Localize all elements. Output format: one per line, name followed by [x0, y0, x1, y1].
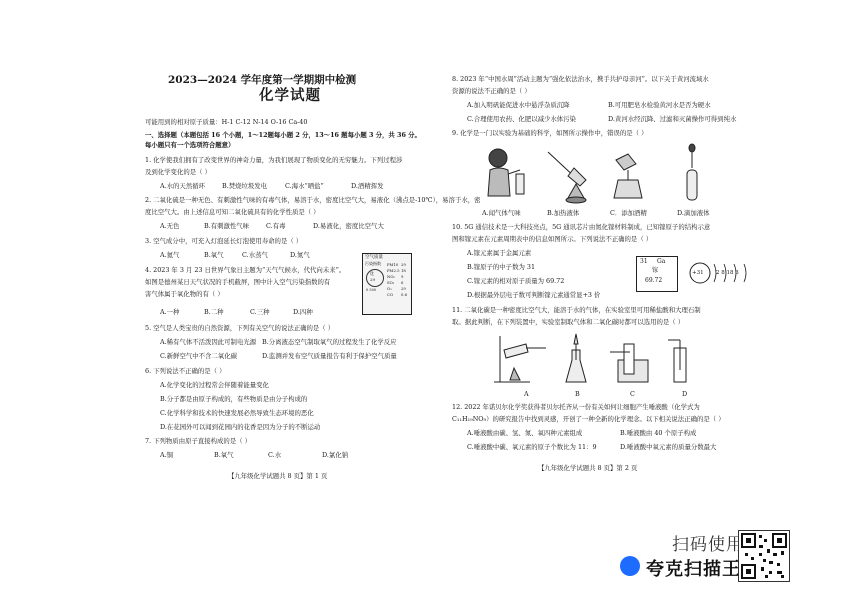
q8-stem-2: 资源的说法不正确的是（ ） — [452, 87, 531, 95]
aq-val-1: 18 — [401, 268, 406, 273]
q10-option-a: A.镓元素属于金属元素 — [467, 249, 532, 257]
q1-stem: 1. 化学使我们拥有了改变世界的神奇力量，为我们展现了物质变化的无穷魅力。下列过程涉 — [145, 156, 403, 164]
q2-option-a: A.无色 — [160, 222, 180, 230]
gallium-name: 镓 — [652, 267, 659, 274]
gallium-element-box — [636, 256, 678, 292]
q2-stem-2: 度比空气大。由上述信息可知二氧化硫具有的化学性质是（ ） — [145, 208, 320, 216]
q5-stem: 5. 空气是人类宝贵的自然资源，下列有关空气的说法正确的是（ ） — [145, 324, 335, 332]
q5-option-c: C.新鲜空气中不含二氧化碳 — [160, 352, 237, 360]
q11-apparatus — [490, 330, 730, 386]
q4-option-b: B.二种 — [204, 308, 224, 316]
q7-option-a: A.铜 — [160, 451, 174, 459]
apparatus-a — [494, 336, 546, 382]
q9-option-b: B.加热液体 — [547, 209, 580, 217]
q8-option-d: D.黄河水经沉降、过滤和灭菌操作可得到纯水 — [608, 115, 737, 123]
q3-stem: 3. 空气成分中，可充入灯泡延长灯泡使用寿命的是（ ） — [145, 237, 303, 245]
q10-stem: 10. 5G 通信技术是一大科技亮点，5G 通讯芯片由氮化镓材料制成，已知镓原子的结构示意 — [452, 223, 711, 231]
air-quality-title: 空气质量 — [365, 255, 383, 260]
scan-to-use-label: 扫码使用 — [672, 535, 744, 555]
q11-label-b: B — [575, 390, 580, 398]
exam-title: 2023—2024 学年度第一学期期中检测 — [168, 74, 357, 86]
q11-label-a: A — [524, 390, 529, 398]
q12-option-d: D.唾液酸中氧元素的质量分数最大 — [620, 443, 717, 451]
air-quality-figure — [362, 253, 412, 315]
q9-option-a: A.闻气体气味 — [482, 209, 521, 217]
aq-val-5: 0.6 — [401, 292, 408, 297]
q11-stem: 11. 二氧化碳是一种密度比空气大，能溶于水的气体，在实验室里可用稀盐酸和大理石制 — [452, 306, 701, 314]
aq-val-4: 29 — [401, 286, 406, 291]
aq-row-5: CO — [387, 292, 394, 297]
air-quality-index: 29 — [370, 277, 376, 282]
q1-option-d: D.酒精挥发 — [351, 182, 384, 190]
q9-figure-d-dropper — [687, 144, 697, 200]
q10-option-c: C.镓元素的相对原子质量为 69.72 — [467, 277, 565, 285]
gallium-symbol: Ga — [657, 258, 666, 265]
q12-option-c: C.唾液酸中碳、氧元素的原子个数比为 11：9 — [467, 443, 597, 451]
atomic-mass-line: 可能用到的相对原子质量：H-1 C-12 N-14 O-16 Ca-40 — [145, 118, 308, 126]
scanner-brand: 夸克扫描王 — [646, 559, 741, 580]
q3-option-c: C.水蒸气 — [242, 251, 268, 259]
q9-option-c: C．添加酒精 — [610, 209, 647, 217]
quark-logo-icon — [620, 556, 640, 576]
aq-row-2: NO₂ — [387, 274, 395, 279]
q1-stem-2: 及到化学变化的是（ ） — [145, 168, 211, 176]
q3-option-d: D.氮气 — [290, 251, 310, 259]
q6-option-c: C.化学科学和技术的快速发展必然导致生态环境的恶化 — [160, 409, 314, 417]
air-quality-level: 优 — [370, 271, 374, 276]
q7-stem: 7. 下列物质由原子直接构成的是（ ） — [145, 437, 252, 445]
q12-option-b: B.唾液酸由 40 个原子构成 — [620, 429, 697, 437]
q10-option-d: D.根据最外层电子数可判断镓元素通常显+3 价 — [467, 291, 601, 299]
q10-stem-2: 图和镓元素在元素周期表中的信息如图所示。下列说法不正确的是（ ） — [452, 235, 653, 243]
q8-stem: 8. 2023 年“中国水周”活动主题为“强化依法治水，携手共护母亲河”。以下关于黄河流域水 — [452, 75, 709, 83]
q7-option-d: D.氯化钠 — [322, 451, 349, 459]
q8-option-b: B.可用肥皂水检验黄河水是否为硬水 — [608, 101, 711, 109]
q4-option-d: D.四种 — [293, 308, 313, 316]
q6-option-b: B.分子都是由原子构成的，有些物质是由分子构成的 — [160, 395, 308, 403]
q1-option-a: A.水的天然循环 — [160, 182, 205, 190]
q9-figures — [468, 140, 748, 206]
gallium-mass: 69.72 — [645, 277, 663, 284]
q7-option-b: B.氧气 — [214, 451, 234, 459]
aq-row-1: PM2.5 — [387, 268, 400, 273]
q1-option-c: C.海水“晒盐” — [285, 182, 324, 190]
q4-stem-3: 害气体属于氧化物的有（ ） — [145, 290, 224, 298]
qr-code-icon[interactable] — [738, 530, 790, 582]
q5-option-b: B.分离液态空气制取氧气的过程发生了化学反应 — [262, 338, 397, 346]
page-footer-left: 【九年级化学试题共 8 页】第 1 页 — [228, 472, 328, 480]
q2-stem: 2. 二氧化硫是一种无色、有刺激性气味的有毒气体，易溶于水，密度比空气大，易液化（沸点是-10℃），易溶于水，密 — [145, 196, 481, 204]
q3-option-a: A.氦气 — [160, 251, 180, 259]
q9-stem: 9. 化学是一门以实验为基础的科学，如图所示操作中，错误的是（ ） — [452, 129, 648, 137]
q9-figure-b-heating — [548, 152, 586, 203]
gallium-shells: 2 8 18 3 — [716, 270, 739, 276]
q4-stem-2: 如图是德州某日天气状况的手机截屏，图中计入空气污染指数的有 — [145, 278, 331, 286]
q4-stem: 4. 2023 年 3 月 23 日世界气象日主题为“天气气候水，代代向未来”。 — [145, 266, 346, 274]
q1-option-b: B.焚烧垃圾发电 — [222, 182, 268, 190]
exam-subtitle: 化学试题 — [259, 87, 321, 104]
q12-option-a: A.唾液酸由碳、氢、氮、氧四种元素组成 — [467, 429, 583, 437]
aq-row-4: O₃ — [387, 286, 392, 291]
apparatus-d — [668, 340, 686, 382]
q2-option-c: C.有毒 — [266, 222, 286, 230]
aq-val-2: 9 — [401, 274, 404, 279]
q2-option-b: B.有刺激性气味 — [204, 222, 250, 230]
q5-option-d: D.监测并发布空气质量报告有利于保护空气质量 — [262, 352, 397, 360]
aq-val-3: 6 — [401, 280, 404, 285]
q3-option-b: B.氧气 — [204, 251, 224, 259]
gallium-nucleus: +31 — [692, 270, 704, 276]
apparatus-c — [610, 344, 648, 382]
air-quality-scale: 0 500 — [366, 288, 377, 292]
page-footer-right: 【九年级化学试题共 8 页】第 2 页 — [538, 464, 638, 472]
air-quality-subtitle: 污染指数 — [365, 261, 381, 266]
q6-option-a: A.化学变化的过程常会伴随着能量变化 — [160, 381, 269, 389]
q8-option-a: A.加入明矾能促进水中悬浮杂质沉降 — [467, 101, 570, 109]
q2-option-d: D.易液化，密度比空气大 — [313, 222, 384, 230]
q4-option-a: A.一种 — [160, 308, 180, 316]
q11-label-d: D — [682, 390, 688, 398]
apparatus-b — [566, 334, 586, 382]
q12-stem: 12. 2022 年诺贝尔化学奖获得者贝尔托齐从一份有关如何让细胞产生唾液酸（化学式为 — [452, 403, 700, 411]
gallium-atomic-number: 31 — [640, 258, 648, 265]
q7-option-c: C.水 — [268, 451, 282, 459]
aq-row-3: SO₂ — [387, 280, 395, 285]
q9-figure-c-alcohol — [614, 154, 642, 198]
q9-option-d: D.滴加液体 — [677, 209, 710, 217]
section1-heading: 一、选择题（本题包括 16 个小题，1～12题每小题 2 分，13～16 题每小题 3 分，共 36 分。 — [145, 131, 421, 139]
q6-option-d: D.在花园外可以闻到花园内的花香是因为分子的不断运动 — [160, 423, 321, 431]
q8-option-c: C.合理使用农药、化肥以减少水体污染 — [467, 115, 576, 123]
aq-val-0: 29 — [401, 262, 406, 267]
q12-stem-2: C₁₁H₁₉NO₉）的研究报告中找到灵感，开创了一种全新的化学理念。以下相关说法正确的是（ ） — [452, 415, 725, 423]
q11-label-c: C — [630, 390, 635, 398]
aq-row-0: PM10 — [387, 262, 399, 267]
q11-stem-2: 取。据此判断，在下列装置中，实验室制取气体和二氧化碳时都可以选用的是（ ） — [452, 318, 685, 326]
q9-figure-a-person — [488, 149, 524, 196]
section1-note: 每小题只有一个选项符合题意） — [145, 141, 235, 149]
q10-option-b: B.镓原子的中子数为 31 — [467, 263, 536, 271]
q6-stem: 6. 下列说法不正确的是（ ） — [145, 367, 226, 375]
q5-option-a: A.稀有气体不活泼因此可制电光源 — [160, 338, 257, 346]
q4-option-c: C.三种 — [250, 308, 270, 316]
